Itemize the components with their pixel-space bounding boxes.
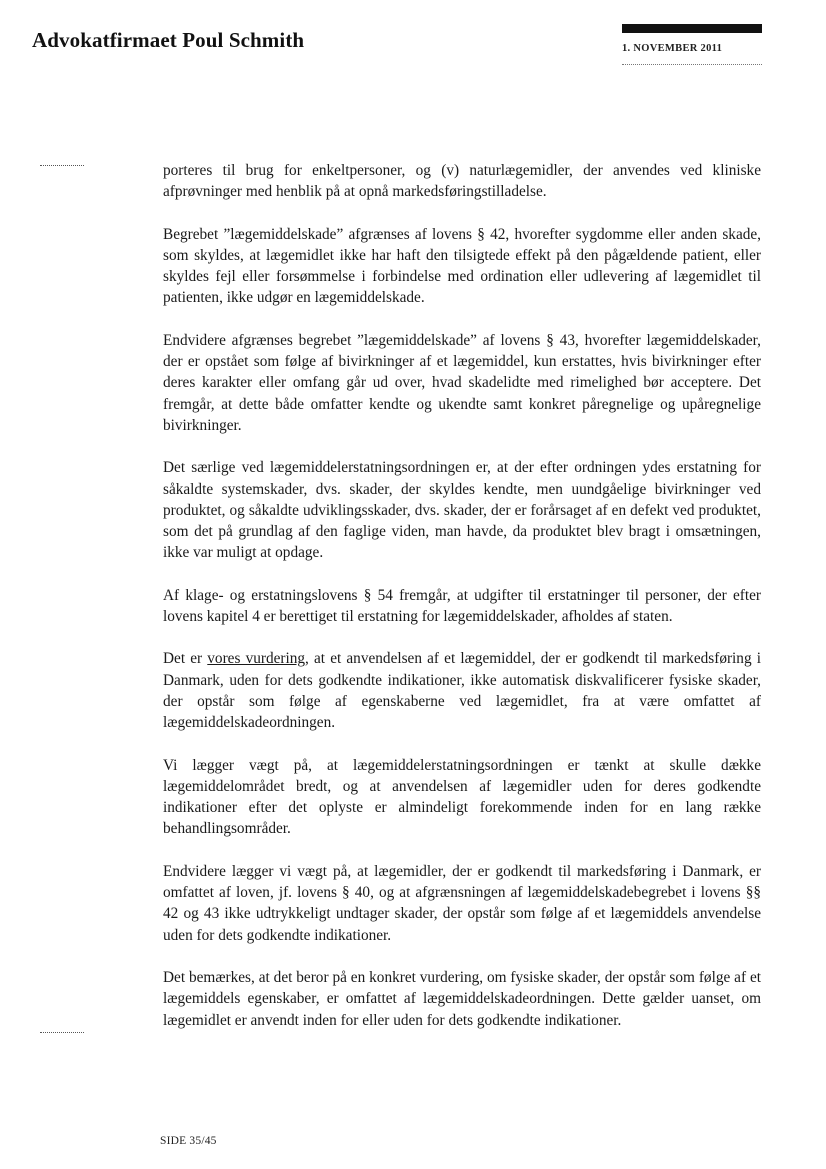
header-bar: [622, 24, 762, 33]
paragraph-4: Det særlige ved lægemiddelerstatningsordningen er, at der efter ordningen ydes erstatning for såkaldte systemskader, dvs. skader, der skyldes kendte, men uundgåelige bivirkninger ved produktet, og såkaldte udviklingsskader, dvs. skader, der er forårsaget af en defekt ved produktet, som det på grundlag af den faglige viden, man havde, da produktet blev bragt i omsætningen, ikke var muligt at opdage.: [163, 459, 761, 562]
margin-mark-bottom: [40, 1032, 84, 1033]
paragraph-9: Det bemærkes, at det beror på en konkret vurdering, om fysiske skader, der opstår som følge af et lægemiddels egenskaber, er omfattet af lægemiddelskadeordningen. Dette gælder uanset, om lægemidlet er anvendt inden for eller uden for dets godkendte indikationer.: [163, 968, 761, 1029]
firm-name: Advokatfirmaet Poul Schmith: [32, 28, 305, 52]
paragraph-8: Endvidere lægger vi vægt på, at lægemidler, der er godkendt til markedsføring i Danmark, er omfattet af loven, jf. lovens § 40, og at afgrænsningen af lægemiddelskadebegrebet i lovens §§ 42 og 43 ikke udtrykkeligt undtager skader, der opstår som følge af et lægemiddels anvendelse uden for dets godkendte indikationer.: [163, 862, 761, 944]
paragraph-7: Vi lægger vægt på, at lægemiddelerstatningsordningen er tænkt at skulle dække lægemiddelområdet bredt, og at anvendelsen af lægemidler uden for deres godkendte indikationer efter det oplyste er almindeligt forekommende inden for en lang række behandlingsområder.: [163, 756, 761, 838]
paragraph-2: Begrebet ”lægemiddelskade” afgrænses af lovens § 42, hvorefter sygdomme eller anden skade, som skyldes, at lægemidlet ikke har haft den tilsigtede effekt på den pågældende patient, eller skyldes fejl eller forsømmelse i forbindelse med ordination eller udlevering af lægemidlet til patienten, ikke udgør en lægemiddelskade.: [163, 225, 761, 307]
paragraph-6-rest: , at et anvendelsen af et lægemiddel, der er godkendt til markedsføring i Danmark, uden for dets godkendte indikationer, ikke automatisk diskvalificerer fysiske skader, der opstår som følge af egenskaberne ved lægemidlet, fra at være omfattet af lægemiddelskadeordningen.: [163, 650, 762, 732]
margin-mark-top: [40, 165, 84, 166]
page-number: SIDE 35/45: [160, 1135, 217, 1147]
paragraph-3: Endvidere afgrænses begrebet ”lægemiddelskade” af lovens § 43, hvorefter lægemiddelskader, der er opstået som følge af bivirkninger af et lægemiddel, kun erstattes, hvis bivirkninger efter deres karakter eller omfang går ud over, hvad skadelidte med rimelighed bør acceptere. Det fremgår, at dette både omfatter kendte og ukendte samt konkret påregnelige og upåregnelige bivirkninger.: [163, 331, 761, 434]
header-dotted-rule: [622, 64, 762, 65]
paragraph-6-start: Det er: [163, 650, 208, 668]
paragraph-1: porteres til brug for enkeltpersoner, og (v) naturlægemidler, der anvendes ved kliniske afprøvninger med henblik på at opnå markedsføringstilladelse.: [163, 162, 761, 201]
underlined-phrase: vores vurdering: [207, 650, 306, 668]
paragraph-6: [163, 648, 761, 733]
body-text: [163, 160, 761, 1052]
header-date: 1. NOVEMBER 2011: [622, 43, 723, 54]
paragraph-5: Af klage- og erstatningslovens § 54 fremgår, at udgifter til erstatninger til personer, der efter lovens kapitel 4 er berettiget til erstatning for lægemiddelskader, afholdes af staten.: [163, 586, 761, 626]
